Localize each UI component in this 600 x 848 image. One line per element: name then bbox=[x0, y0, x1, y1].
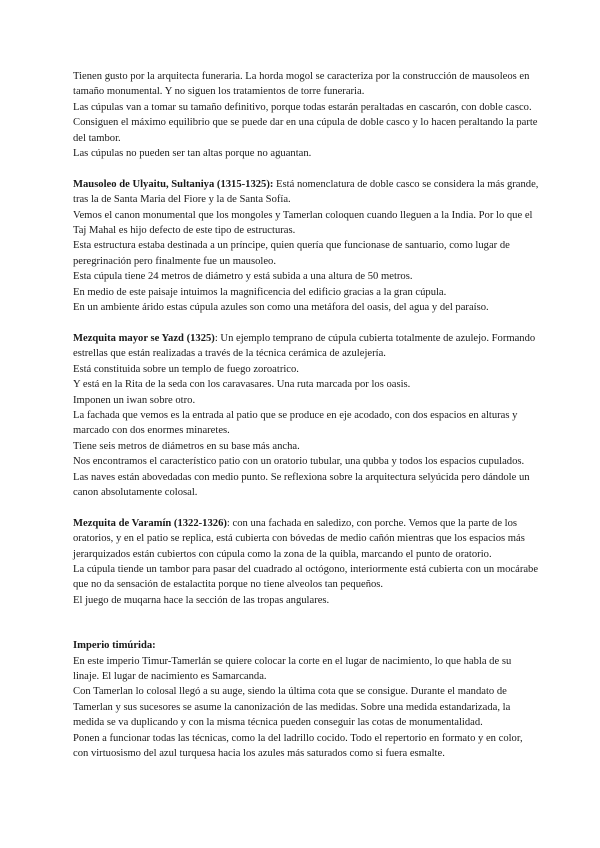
section-heading: Imperio timúrida: bbox=[73, 640, 156, 652]
section-paragraph: La cúpula tiende un tambor para pasar del cuadrado al octógono, interiormente está cubierta con un mocárabe que no da sensación de estalactita porque no tiene alveolos tan pequeños. bbox=[73, 563, 539, 591]
section-paragraph: El juego de muqarna hace la sección de las tropas angulares. bbox=[73, 594, 330, 606]
section-heading: Mezquita de Varamín (1322-1326) bbox=[73, 517, 227, 529]
section-paragraph: La fachada que vemos es la entrada al patio que se produce en eje acodado, con dos espacios en alturas y marcado con dos enormes minaretes. bbox=[73, 409, 518, 437]
section-ulyaitu bbox=[73, 177, 540, 316]
section-paragraph: Vemos el canon monumental que los mongoles y Tamerlan coloquen cuando lleguen a la India. Por lo que el Taj Mahal es hijo defecto de este tipo de estructuras. bbox=[73, 209, 533, 237]
section-heading: Mezquita mayor se Yazd (1325) bbox=[73, 332, 215, 344]
section-varamin bbox=[73, 516, 540, 608]
section-paragraph: Imponen un iwan sobre otro. bbox=[73, 394, 196, 406]
section-paragraph: Esta cúpula tiene 24 metros de diámetro y está subida a una altura de 50 metros. bbox=[73, 271, 413, 283]
intro-paragraph: Las cúpulas no pueden ser tan altas porque no aguantan. bbox=[73, 148, 312, 160]
section-paragraph: En este imperio Timur-Tamerlán se quiere colocar la corte en el lugar de nacimiento, lo que habla de su linaje. El lugar de nacimiento es Samarcanda. bbox=[73, 655, 512, 682]
section-heading: Mausoleo de Ulyaitu, Sultaniya (1315-1325): bbox=[73, 178, 274, 190]
section-lead-paragraph bbox=[73, 331, 540, 362]
section-lead-paragraph bbox=[73, 177, 540, 208]
section-paragraph: Con Tamerlan lo colosal llegó a su auge, siendo la última cota que se consigue. Durante el mandato de Tamerlan y sus sucesores se asume la canonización de las medidas. Sobre una medida estandarizada, la medida se va duplicando y con la misma técnica pueden conseguir las cotas de monumentalidad. bbox=[73, 686, 511, 729]
section-paragraph: En medio de este paisaje intuimos la magnificencia del edificio gracias a la gran cúpula. bbox=[73, 286, 447, 298]
section-paragraph: Nos encontramos el característico patio con un oratorio tubular, una qubba y todos los espacios cupulados. Las naves están abovedadas con medio punto. Se reflexiona sobre la arquitectura selyúcida pero dándole un canon absolutamente colosal. bbox=[73, 456, 530, 498]
section-paragraph: Ponen a funcionar todas las técnicas, como la del ladrillo cocido. Todo el repertorio en formato y en color, con virtuosismo del azul turquesa hacia los azules más saturados como si fuera esmalte. bbox=[73, 732, 523, 760]
section-lead-paragraph bbox=[73, 516, 540, 562]
intro-block bbox=[73, 69, 540, 161]
section-timurid bbox=[73, 638, 540, 761]
section-lead-text: Está nomenclatura de doble casco se considera la más grande, tras la de Santa Maria del Fiore y la de Santa Sofía. bbox=[73, 178, 539, 206]
section-lead-text: : Un ejemplo temprano de cúpula cubierta totalmente de azulejo. Formando estrellas que están realizadas a través de la técnica cerámica de azulejería. bbox=[73, 332, 536, 360]
section-paragraph: Esta estructura estaba destinada a un príncipe, quien quería que funcionase de santuario, como lugar de peregrinación pero finalmente fue un mausoleo. bbox=[73, 240, 510, 267]
section-paragraph: En un ambiente árido estas cúpula azules son como una metáfora del oasis, del agua y del paraíso. bbox=[73, 302, 489, 314]
section-paragraph: Está constituida sobre un templo de fuego zoroatrico. bbox=[73, 363, 299, 375]
section-paragraph: Y está en la Rita de la seda con los caravasares. Una ruta marcada por los oasis. bbox=[73, 379, 411, 391]
intro-paragraph: Tienen gusto por la arquitecta funeraria. La horda mogol se caracteriza por la construcción de mausoleos en tamaño monumental. Y no siguen los tratamientos de torre funeraria. bbox=[73, 71, 530, 98]
section-yazd bbox=[73, 331, 540, 500]
intro-paragraph: Las cúpulas van a tomar su tamaño definitivo, porque todas estarán peraltadas en cascarón, con doble casco. Consiguen el máximo equilibrio que se puede dar en una cúpula de doble casco y lo hacen peraltando la parte del tambor. bbox=[73, 101, 538, 144]
section-paragraph: Tiene seis metros de diámetros en su base más ancha. bbox=[73, 440, 300, 452]
section-lead-text: : con una fachada en saledizo, con porche. Vemos que la parte de los oratorios, y en el patio se replica, está cubierta con bóvedas de medio cañón mientras que los espacios más jerarquizados están cubiertos con cúpula como la zona de la quibla, marcando el punto de oratorio. bbox=[73, 517, 525, 560]
